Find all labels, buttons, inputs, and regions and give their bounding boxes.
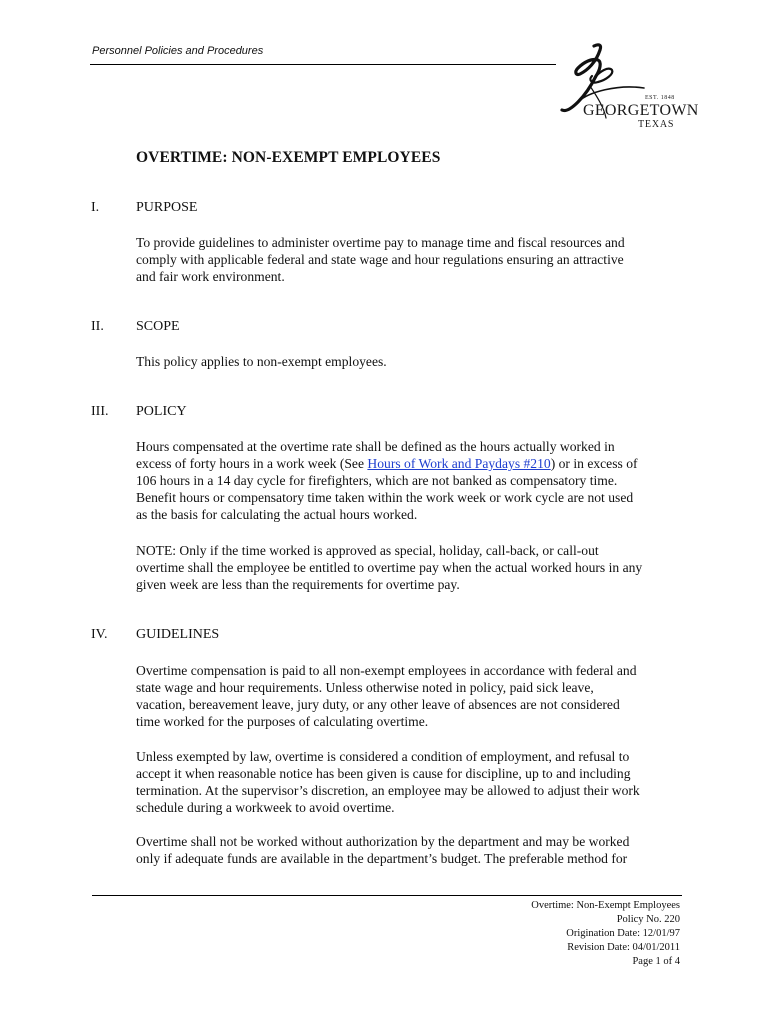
section-numeral-guidelines: IV. [91, 627, 108, 642]
paragraph-line: termination. At the supervisor’s discretion, an employee may be allowed to adjust their work [136, 783, 640, 798]
footer-policy-title: Overtime: Non-Exempt Employees [531, 900, 680, 911]
footer-info [420, 899, 680, 969]
paragraph-line: state wage and hour requirements. Unless otherwise noted in policy, paid sick leave, [136, 680, 594, 695]
paragraph-line: 106 hours in a 14 day cycle for firefighters, which are not banked as compensatory time. [136, 473, 618, 488]
section-heading-scope: SCOPE [136, 319, 180, 334]
section-numeral-policy: III. [91, 404, 109, 419]
section-heading-policy: POLICY [136, 404, 187, 419]
paragraph-line: Overtime compensation is paid to all non-exempt employees in accordance with federal and [136, 663, 637, 678]
paragraph-line: This policy applies to non-exempt employees. [136, 354, 387, 369]
line-text-before-link: excess of forty hours in a work week (See [136, 456, 368, 471]
section-numeral-purpose: I. [91, 200, 100, 215]
logo-est-text: EST. 1848 [645, 95, 675, 101]
scope-paragraph [136, 353, 686, 370]
hours-of-work-policy-link[interactable]: Hours of Work and Paydays #210 [367, 456, 551, 471]
paragraph-line: NOTE: Only if the time worked is approved as special, holiday, call-back, or call-out [136, 543, 599, 558]
footer-policy-number: Policy No. 220 [616, 914, 680, 925]
logo-city-name: GEORGETOWN [583, 102, 699, 119]
guidelines-paragraph-1 [136, 662, 686, 730]
paragraph-line: Overtime shall not be worked without authorization by the department and may be worked [136, 834, 630, 849]
policy-paragraph-1 [136, 438, 686, 523]
logo-state-name: TEXAS [638, 119, 675, 130]
paragraph-line-with-link [136, 455, 686, 472]
paragraph-line: given week are less than the requirements for overtime pay. [136, 577, 460, 592]
footer-revision-date: Revision Date: 04/01/2011 [567, 942, 680, 953]
running-header: Personnel Policies and Procedures [92, 45, 264, 57]
logo-g-monogram-icon [548, 40, 708, 140]
footer-page-number: Page 1 of 4 [632, 956, 680, 967]
paragraph-line: comply with applicable federal and state wage and hour regulations ensuring an attractive [136, 252, 624, 267]
paragraph-line: overtime shall the employee be entitled to overtime pay when the actual worked hours in any [136, 560, 643, 575]
guidelines-paragraph-3 [136, 833, 686, 867]
paragraph-line: schedule during a workweek to avoid overtime. [136, 800, 395, 815]
paragraph-line: Benefit hours or compensatory time taken within the work week or work cycle are not used [136, 490, 634, 505]
line-text-after-link: ) or in excess of [550, 456, 638, 471]
georgetown-logo [548, 40, 708, 140]
section-numeral-scope: II. [91, 319, 104, 334]
paragraph-line: Unless exempted by law, overtime is considered a condition of employment, and refusal to [136, 749, 630, 764]
paragraph-line: vacation, bereavement leave, jury duty, or any other leave of absences are not considered [136, 697, 620, 712]
paragraph-line: To provide guidelines to administer overtime pay to manage time and fiscal resources and [136, 235, 625, 250]
paragraph-line: only if adequate funds are available in the department’s budget. The preferable method for [136, 851, 628, 866]
header-rule [90, 64, 556, 65]
paragraph-line: Hours compensated at the overtime rate shall be defined as the hours actually worked in [136, 439, 615, 454]
section-heading-guidelines: GUIDELINES [136, 627, 220, 642]
paragraph-line: time worked for the purposes of calculating overtime. [136, 714, 429, 729]
paragraph-line: and fair work environment. [136, 269, 285, 284]
paragraph-line: as the basis for calculating the actual hours worked. [136, 507, 418, 522]
guidelines-paragraph-2 [136, 748, 686, 816]
footer-origination-date: Origination Date: 12/01/97 [566, 928, 680, 939]
purpose-paragraph [136, 234, 686, 285]
document-title: OVERTIME: NON-EXEMPT EMPLOYEES [136, 149, 441, 166]
section-heading-purpose: PURPOSE [136, 200, 198, 215]
paragraph-line: accept it when reasonable notice has been given is cause for discipline, up to and including [136, 766, 631, 781]
footer-rule [92, 895, 682, 896]
policy-note-paragraph [136, 542, 686, 593]
